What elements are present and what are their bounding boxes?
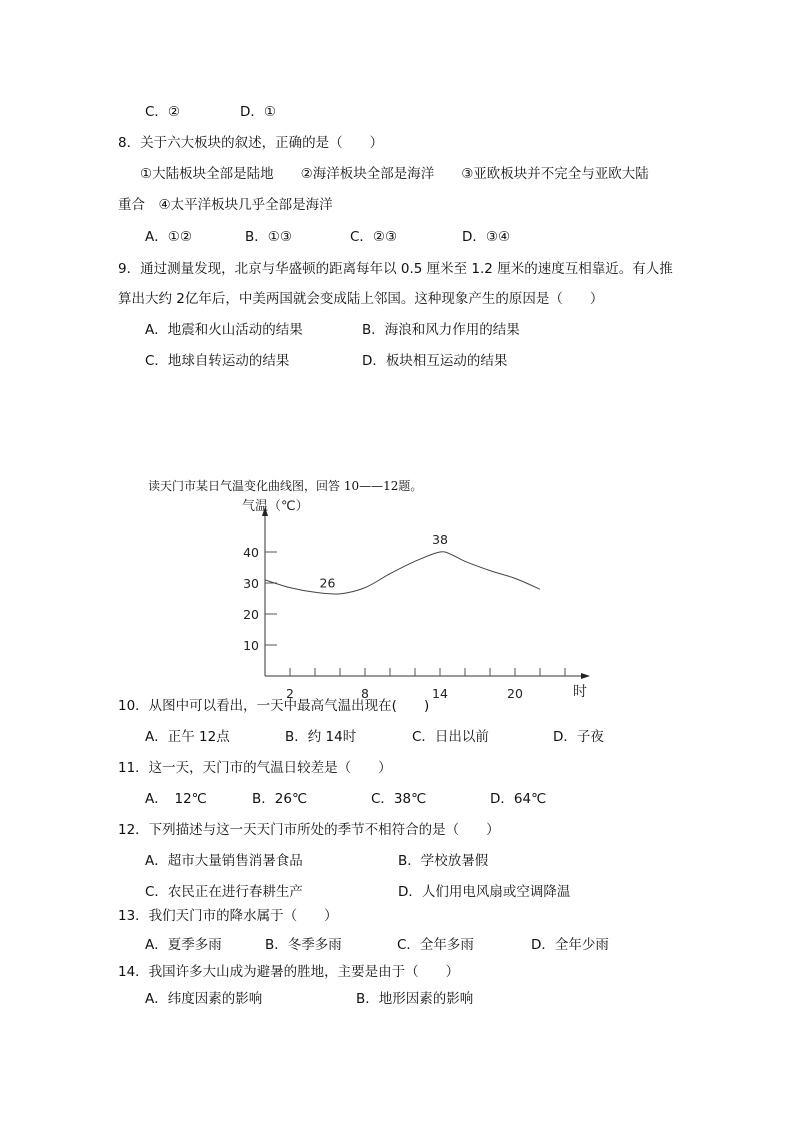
q10-option-a: A．正午 12点 [145, 729, 230, 745]
q13-stem: 13．我们天门市的降水属于（ ） [118, 908, 338, 924]
chart-caption: 读天门市某日气温变化曲线图，回答 10——12题。 [148, 479, 423, 493]
x-tick-label: 20 [507, 686, 523, 701]
y-axis-label: 气温（℃） [242, 499, 309, 514]
x-tick-label: 2 [286, 686, 294, 701]
temperature-series-line [265, 552, 540, 594]
q13-option-d: D．全年少雨 [531, 937, 609, 953]
q13-option-b: B．冬季多雨 [265, 937, 342, 953]
q8-option-b: B．①③ [245, 229, 292, 245]
q8-statement-line2: 重合 ④太平洋板块几乎全部是海洋 [118, 197, 333, 213]
q7-option-d: D．① [240, 104, 276, 120]
q9-stem-line1: 9．通过测量发现，北京与华盛顿的距离每年以 0.5 厘米至 1.2 厘米的速度互相靠近。有人推 [118, 261, 673, 277]
data-label: 26 [319, 575, 336, 591]
q11-option-d: D．64℃ [490, 791, 547, 807]
q8-option-c: C．②③ [350, 229, 398, 245]
q8-option-d: D．③④ [462, 229, 511, 245]
x-axis-arrow [581, 673, 590, 679]
x-tick-label: 14 [432, 686, 448, 701]
q12-option-d: D．人们用电风扇或空调降温 [398, 884, 571, 900]
y-tick-label: 40 [243, 545, 259, 560]
q14-option-a: A．纬度因素的影响 [145, 991, 263, 1007]
q11-option-b: B．26℃ [252, 791, 308, 807]
q8-option-a: A．①② [145, 229, 192, 245]
q12-option-a: A．超市大量销售消暑食品 [145, 853, 303, 869]
q12-stem: 12．下列描述与这一天天门市所处的季节不相符合的是（ ） [118, 822, 500, 838]
q10-option-c: C．日出以前 [412, 729, 489, 745]
y-tick-label: 30 [243, 576, 259, 591]
q11-option-c: C．38℃ [371, 791, 427, 807]
q9-option-b: B．海浪和风力作用的结果 [362, 322, 520, 338]
q12-option-c: C．农民正在进行春耕生产 [145, 884, 303, 900]
q12-option-b: B．学校放暑假 [398, 853, 489, 869]
q10-option-b: B．约 14时 [285, 729, 357, 745]
x-tick-label: 8 [361, 686, 369, 701]
y-tick-label: 20 [243, 607, 259, 622]
q13-option-a: A．夏季多雨 [145, 937, 222, 953]
q9-option-d: D．板块相互运动的结果 [362, 353, 508, 369]
data-label: 38 [432, 532, 448, 547]
q11-stem: 11．这一天，天门市的气温日较差是（ ） [118, 760, 392, 776]
q7-option-c: C．② [145, 104, 181, 120]
q14-stem: 14．我国许多大山成为避暑的胜地，主要是由于（ ） [118, 964, 460, 980]
q13-option-c: C．全年多雨 [397, 937, 474, 953]
temperature-chart [0, 490, 794, 710]
q11-option-a: A． 12℃ [145, 791, 207, 807]
q10-option-d: D．子夜 [553, 729, 604, 745]
q9-option-c: C．地球自转运动的结果 [145, 353, 290, 369]
q9-option-a: A．地震和火山活动的结果 [145, 322, 303, 338]
x-axis-label: 时 [573, 684, 587, 700]
q9-stem-line2: 算出大约 2亿年后，中美两国就会变成陆上邻国。这种现象产生的原因是（ ） [118, 291, 604, 307]
q10-stem: 10．从图中可以看出，一天中最高气温出现在( ) [118, 698, 430, 714]
q14-option-b: B．地形因素的影响 [356, 991, 474, 1007]
q8-statement-line1: ①大陆板块全部是陆地 ②海洋板块全部是海洋 ③亚欧板块并不完全与亚欧大陆 [140, 166, 649, 182]
y-tick-label: 10 [243, 638, 259, 653]
q8-stem: 8．关于六大板块的叙述，正确的是（ ） [118, 135, 384, 151]
